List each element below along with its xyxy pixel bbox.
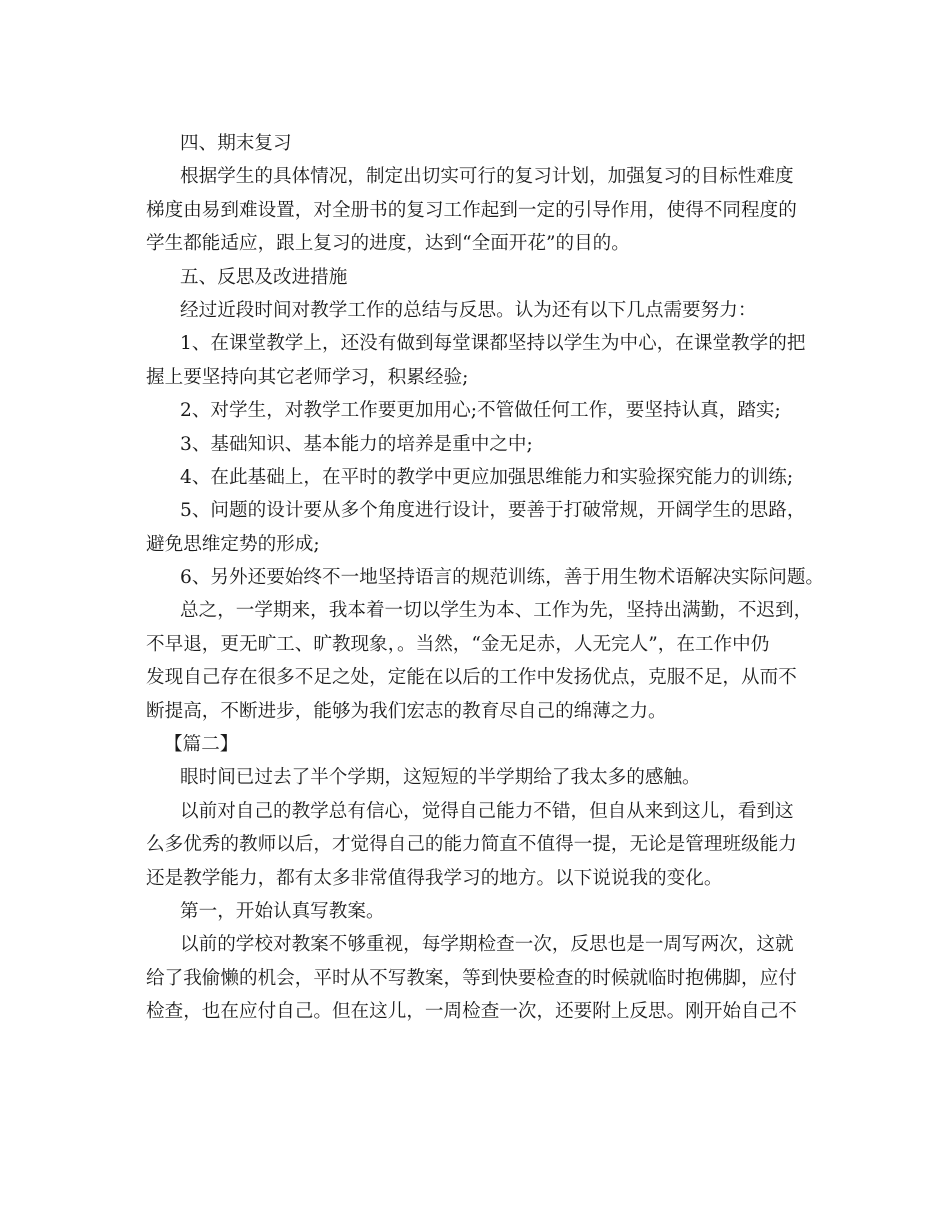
paragraph-line: 梯度由易到难设置，对全册书的复习工作起到一定的引导作用，使得不同程度的	[146, 199, 797, 221]
section-heading-final-review: 四、期末复习	[180, 133, 292, 154]
paragraph-line: 不早退，更无旷工、旷教现象，。当然，“金无足赤，人无完人”，在工作中仍	[146, 633, 770, 655]
list-item-1: 1、在课堂教学上，还没有做到每堂课都坚持以学生为中心，在课堂教学的把	[180, 333, 806, 355]
paragraph-line: 么多优秀的教师以后，才觉得自己的能力简直不值得一提，无论是管理班级能力	[146, 834, 797, 856]
paragraph-line: 检查，也在应付自己。但在这儿，一周检查一次，还要附上反思。刚开始自己不	[146, 1001, 797, 1023]
paragraph-line: 还是教学能力，都有太多非常值得我学习的地方。以下说说我的变化。	[146, 867, 723, 889]
paragraph-line: 避免思维定势的形成;	[146, 533, 320, 555]
paragraph-line: 眼时间已过去了半个学期，这短短的半学期给了我太多的感触。	[180, 767, 701, 789]
paragraph-line: 总之，一学期来，我本着一切以学生为本、工作为先，坚持出满勤，不迟到，	[180, 600, 813, 622]
paragraph-line: 给了我偷懒的机会，平时从不写教案，等到快要检查的时候就临时抱佛脚，应付	[146, 967, 797, 989]
subheading-first: 第一，开始认真写教案。	[180, 900, 385, 922]
list-item-4: 4、在此基础上，在平时的教学中更应加强思维能力和实验探究能力的训练;	[180, 466, 794, 488]
list-item-5: 5、问题的设计要从多个角度进行设计，要善于打破常规，开阔学生的思路，	[180, 500, 806, 522]
paragraph-line: 以前的学校对教案不够重视，每学期检查一次，反思也是一周写两次，这就	[180, 934, 794, 956]
paragraph-line: 握上要坚持向其它老师学习，积累经验;	[146, 366, 469, 388]
list-item-3: 3、基础知识、基本能力的培养是重中之中;	[180, 433, 533, 455]
paragraph-line: 学生都能适应，跟上复习的进度，达到“全面开花”的目的。	[146, 233, 630, 255]
paragraph-line: 经过近段时间对教学工作的总结与反思。认为还有以下几点需要努力：	[180, 299, 757, 321]
document-body	[146, 127, 825, 1029]
paragraph-line: 发现自己存在很多不足之处，定能在以后的工作中发扬优点，克服不足，从而不	[146, 667, 797, 689]
paragraph-line: 以前对自己的教学总有信心，觉得自己能力不错，但自从来到这儿，看到这	[180, 800, 794, 822]
list-item-2: 2、对学生，对教学工作要更加用心;不管做任何工作，要坚持认真，踏实;	[180, 400, 781, 422]
paragraph-line: 根据学生的具体情况，制定出切实可行的复习计划，加强复习的目标性难度	[180, 166, 794, 188]
section-heading-part-two: 【篇二】	[164, 734, 239, 756]
paragraph-line: 断提高，不断进步，能够为我们宏志的教育尽自己的绵薄之力。	[146, 700, 667, 722]
section-heading-reflection: 五、反思及改进措施	[180, 266, 348, 288]
list-item-6: 6、另外还要始终不一地坚持语言的规范训练，善于用生物术语解决实际问题。	[180, 567, 825, 589]
